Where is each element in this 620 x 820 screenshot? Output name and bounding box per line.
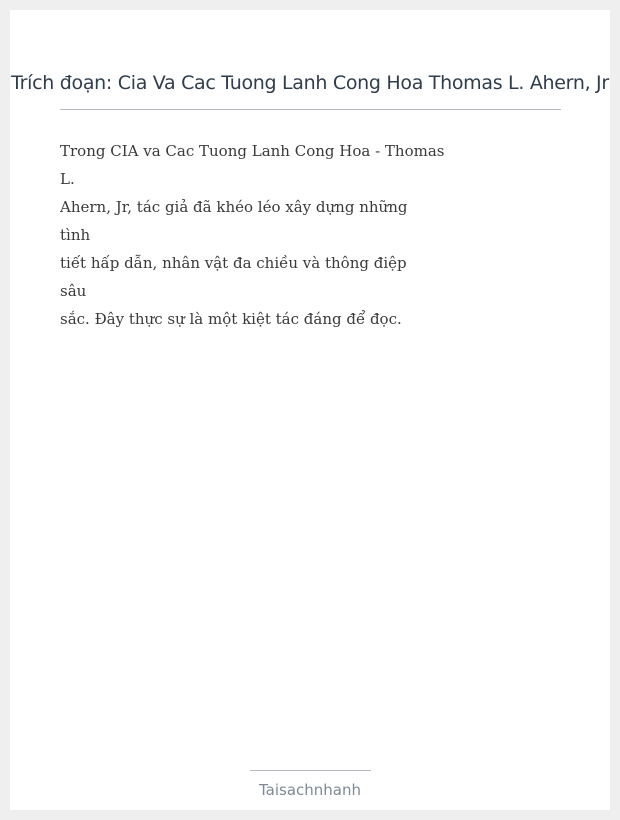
footer-divider xyxy=(250,770,371,771)
excerpt-line: tiết hấp dẫn, nhân vật đa chiều và thông điệp xyxy=(60,254,407,272)
excerpt-line: Trong CIA va Cac Tuong Lanh Cong Hoa - Thomas xyxy=(60,142,445,160)
excerpt-body xyxy=(60,137,480,333)
excerpt-line: Ahern, Jr, tác giả đã khéo léo xây dựng những xyxy=(60,198,408,216)
footer-site-name: Taisachnhanh xyxy=(258,781,362,799)
excerpt-line: L. xyxy=(60,170,75,188)
excerpt-line: sâu xyxy=(60,282,87,300)
document-page xyxy=(10,10,610,810)
title-divider xyxy=(60,109,561,110)
excerpt-line: tình xyxy=(60,226,91,244)
excerpt-line: sắc. Đây thực sự là một kiệt tác đáng để đọc. xyxy=(60,310,402,328)
page-title: Trích đoạn: Cia Va Cac Tuong Lanh Cong Hoa Thomas L. Ahern, Jr xyxy=(11,72,609,94)
